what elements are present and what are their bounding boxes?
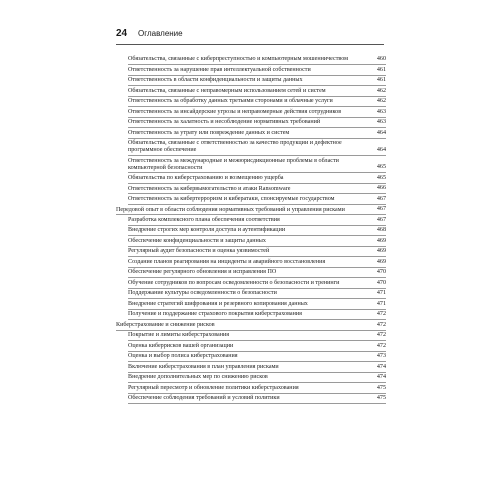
toc-entry-page: 464	[376, 129, 386, 136]
toc-entry-page: 467	[376, 195, 386, 202]
toc-entry[interactable]	[128, 269, 386, 278]
toc-entry-page: 470	[376, 269, 386, 276]
toc-entry-title: Ответственность за кибертерроризм и кибератаки, спонсируемые государством	[128, 196, 335, 203]
toc-entry-title: Обучение сотрудников по вопросам осведомленности о безопасности и тренинги	[128, 279, 340, 286]
toc-entry[interactable]	[128, 374, 386, 383]
toc-entry-title: Поддержание культуры осведомленности о безопасности	[128, 290, 277, 297]
toc-entry-title: Ответственность за нарушение прав интеллектуальной собственности	[128, 66, 311, 73]
toc-entry-page: 475	[376, 395, 386, 402]
toc-entry-title: Регулярный аудит безопасности и оценка уязвимостей	[128, 248, 270, 255]
toc-entry-page: 474	[376, 374, 386, 381]
toc-entry[interactable]	[128, 98, 386, 107]
toc-entry[interactable]	[116, 206, 386, 215]
toc-entry-page: 465	[376, 174, 386, 181]
toc-entry[interactable]	[128, 185, 386, 194]
toc-entry[interactable]	[116, 321, 386, 330]
toc-entry[interactable]	[128, 363, 386, 372]
toc-entry-page: 469	[376, 237, 386, 244]
toc-entry[interactable]	[128, 56, 386, 65]
toc-entry-title: Внедрение строгих мер контроля доступа и аутентификации	[128, 227, 286, 234]
toc-entry-page: 465	[376, 164, 386, 171]
page-header	[116, 27, 384, 41]
page-number: 24	[116, 28, 128, 39]
toc-entry[interactable]	[128, 280, 386, 289]
toc-entry[interactable]	[128, 259, 386, 268]
toc-entry[interactable]	[128, 311, 386, 320]
toc-entry-page: 470	[376, 279, 386, 286]
toc-entry[interactable]	[128, 384, 386, 393]
toc-entry[interactable]	[128, 342, 386, 351]
toc-entry-title: Обязательства по киберстрахованию и возмещению ущерба	[128, 175, 284, 182]
toc-entry-page: 460	[376, 56, 386, 63]
toc-entry[interactable]	[128, 119, 386, 128]
toc-entry-page: 463	[376, 108, 386, 115]
toc-entry-title: Ответственность за инсайдерские угрозы и неправомерные действия сотрудников	[128, 108, 342, 115]
toc-entry-title: Внедрение стратегий шифрования и резервного копирования данных	[128, 300, 308, 307]
toc-entry[interactable]	[128, 175, 386, 184]
toc-entry-title: Оценка и выбор полиса киберстрахования	[128, 353, 238, 360]
toc-entry-title: Создание планов реагирования на инциденты и аварийного восстановления	[128, 258, 326, 265]
toc-entry[interactable]	[128, 157, 386, 173]
toc-entry-page: 467	[376, 216, 386, 223]
toc-entry-title: Ответственность за кибервымогательство и атаки Ransomware	[128, 185, 291, 192]
toc-entry-page: 469	[376, 248, 386, 255]
toc-entry-page: 461	[376, 77, 386, 84]
toc-entry-page: 472	[376, 342, 386, 349]
toc-entry-page: 461	[376, 66, 386, 73]
toc-entry-title: Разработка комплексного плана обеспечения соответствия	[128, 216, 280, 223]
toc-entry-title: Включение киберстрахования в план управления рисками	[128, 363, 279, 370]
toc-entry-title: Получение и поддержание страхового покрытия киберстрахования	[128, 311, 302, 318]
toc-entry-title: Ответственность за утрату или повреждение данных и систем	[128, 129, 290, 136]
toc-entry-page: 474	[376, 363, 386, 370]
toc-entry-title: Ответственность за обработку данных третьими сторонами и облачные услуги	[128, 98, 333, 105]
toc-entry[interactable]	[128, 140, 386, 156]
toc-entry[interactable]	[128, 238, 386, 247]
toc-entry-title: Ответственность в области конфиденциальности и защиты данных	[128, 77, 303, 84]
toc-entry-page: 475	[376, 384, 386, 391]
toc-entry-page: 472	[376, 332, 386, 339]
toc-entry[interactable]	[128, 129, 386, 138]
toc-entry[interactable]	[128, 290, 386, 299]
toc-entry[interactable]	[128, 332, 386, 341]
toc-entry[interactable]	[128, 77, 386, 86]
toc-entry-page: 469	[376, 258, 386, 265]
toc-entry-title: Обязательства, связанные с неправомерным использованием сетей и систем	[128, 87, 326, 94]
toc-entry-page: 462	[376, 87, 386, 94]
toc-entry-page: 471	[376, 300, 386, 307]
toc-entry-title: Киберстрахование и снижение рисков	[116, 321, 215, 328]
toc-entry-page: 464	[376, 147, 386, 154]
toc-entry[interactable]	[128, 300, 386, 309]
toc-entry-page: 472	[376, 321, 386, 328]
toc-entry[interactable]	[128, 353, 386, 362]
toc-entry-title: Ответственность за халатность и несоблюдение нормативных требований	[128, 119, 321, 126]
toc-entry[interactable]	[128, 108, 386, 117]
toc-entry-title: Регулярный пересмотр и обновление политики киберстрахования	[128, 384, 299, 391]
toc-entry-title: Обязательства, связанные с киберпреступностью и компьютерным мошенничеством	[128, 56, 349, 63]
toc-entry-page: 471	[376, 290, 386, 297]
toc-entry[interactable]	[128, 196, 386, 205]
toc-entry[interactable]	[128, 227, 386, 236]
toc-entry-page: 468	[376, 227, 386, 234]
toc-entry-page: 473	[376, 353, 386, 360]
header-divider	[116, 44, 384, 45]
table-of-contents	[116, 56, 386, 405]
toc-entry-title: Покрытие и лимиты киберстрахования	[128, 332, 230, 339]
toc-entry[interactable]	[128, 395, 386, 404]
toc-entry-title: Обеспечение конфиденциальности и защиты данных	[128, 237, 266, 244]
toc-entry-page: 463	[376, 119, 386, 126]
toc-entry-title: Обеспечение соблюдения требований и условий политики	[128, 395, 280, 402]
toc-entry-page: 462	[376, 98, 386, 105]
toc-entry-title: Внедрение дополнительных мер по снижению рисков	[128, 374, 268, 381]
toc-entry-title: Обязательства, связанные с ответственностью за качество продукции и дефектное программное обеспечение	[128, 140, 342, 154]
toc-entry-title: Оценка киберрисков вашей организации	[128, 342, 234, 349]
toc-entry-page: 467	[376, 206, 386, 213]
toc-entry[interactable]	[128, 66, 386, 75]
toc-entry-page: 466	[376, 185, 386, 192]
toc-entry-title: Передовой опыт в области соблюдения нормативных требований и управления рисками	[116, 206, 345, 213]
toc-entry-title: Ответственность за международные и межюрисдикционные проблемы в области компьютерной безопасности	[128, 157, 339, 171]
toc-entry[interactable]	[128, 248, 386, 257]
toc-entry[interactable]	[128, 87, 386, 96]
toc-entry[interactable]	[128, 217, 386, 226]
toc-entry-title: Обеспечение регулярного обновления и исправления ПО	[128, 269, 277, 276]
running-title: Оглавление	[138, 29, 183, 38]
toc-entry-page: 472	[376, 311, 386, 318]
